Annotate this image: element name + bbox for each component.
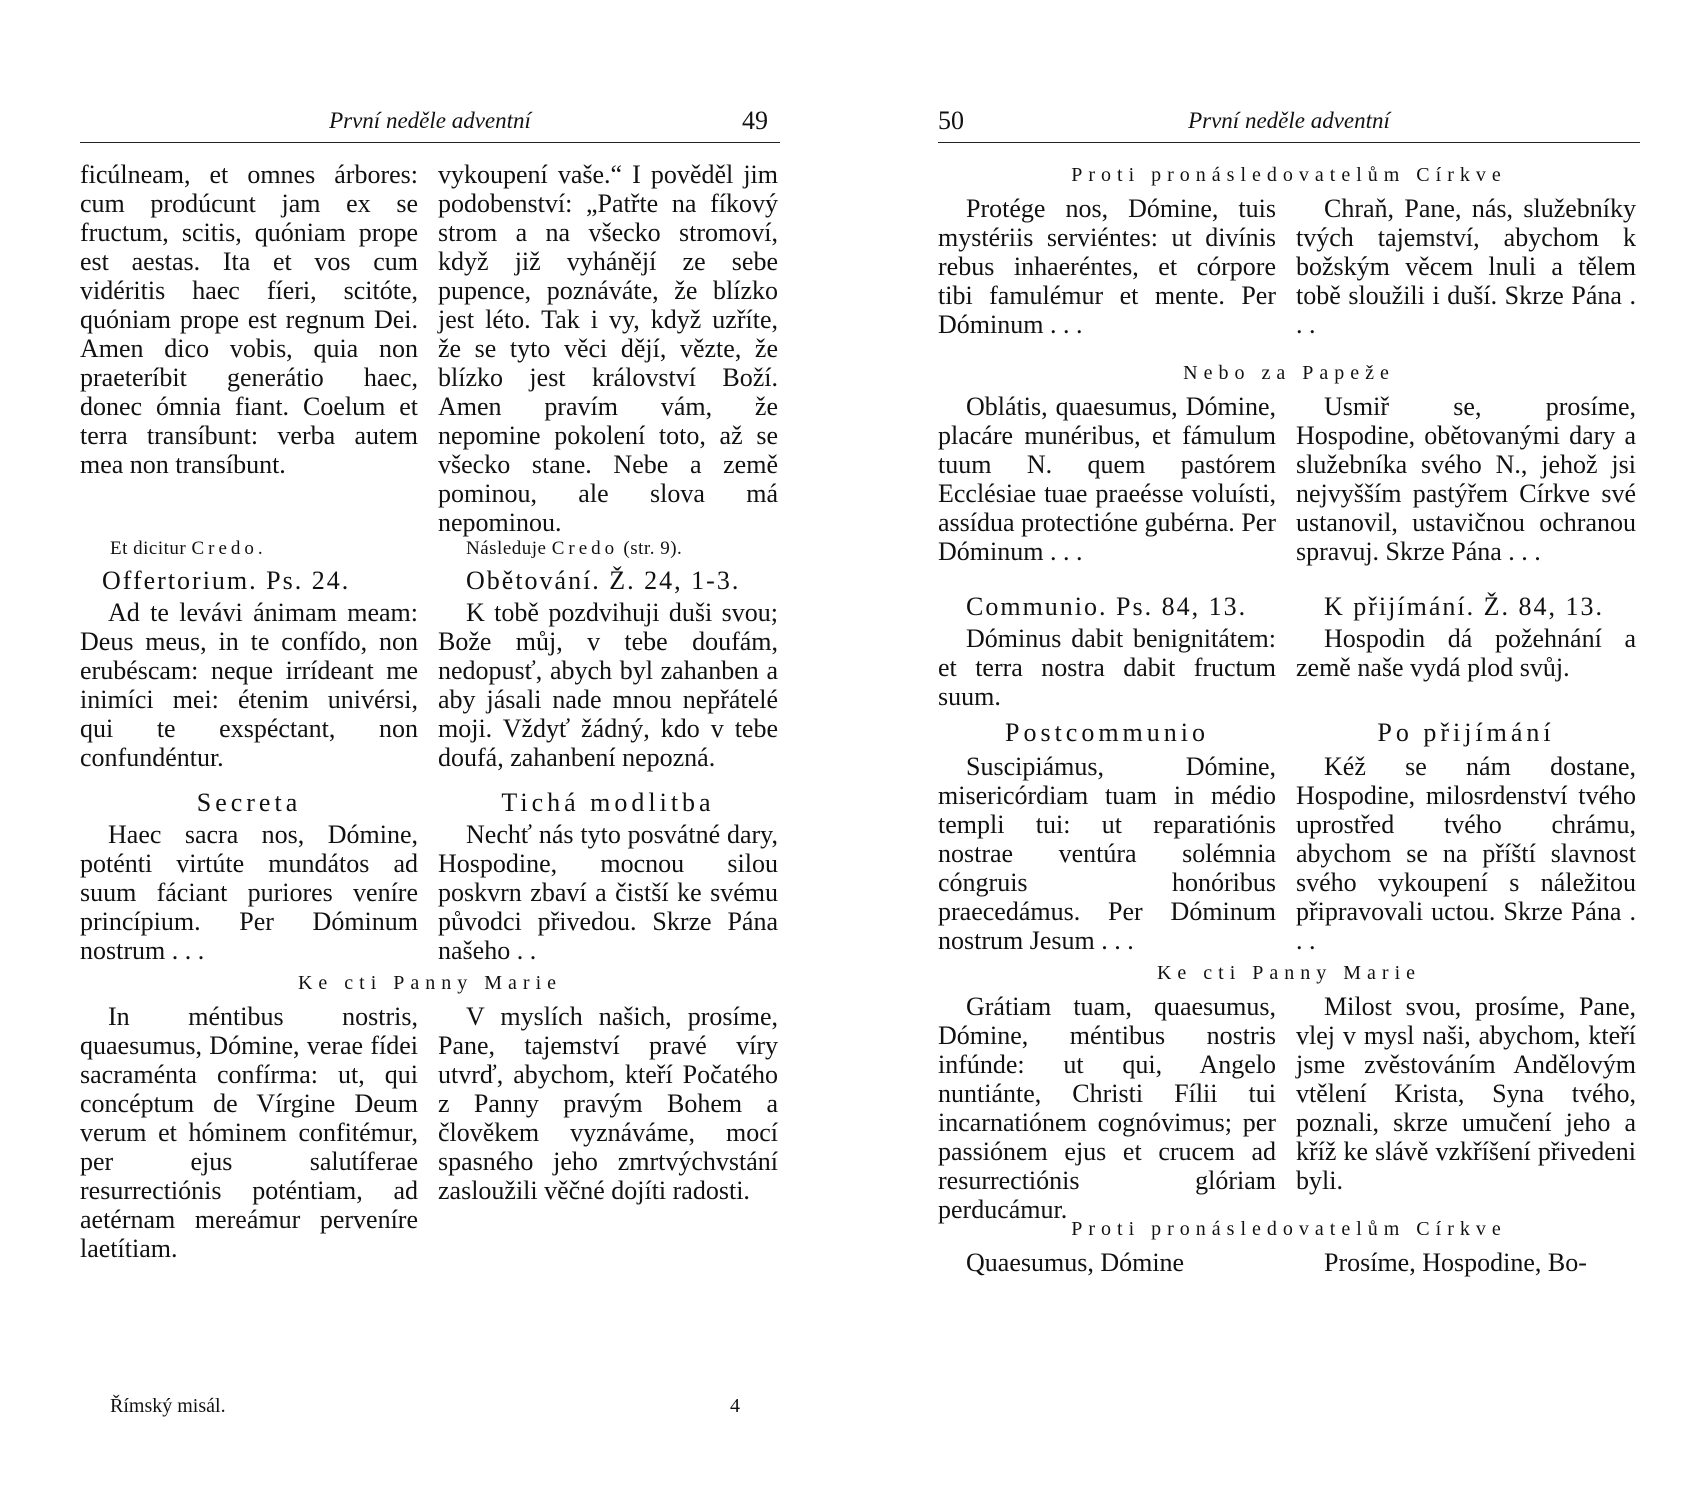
left-running-title: První neděle adventní [329, 108, 531, 133]
communion-czech-title: K přijímání. Ž. 84, 13. [1324, 592, 1604, 621]
credo-latin: Et dicitur Credo. [110, 538, 264, 559]
persecutors2-caption: Proti pronásledovatelům Církve [1071, 1218, 1507, 1240]
postcommunion-latin: Suscipiámus, Dómine, misericórdiam tuam in médio templi tui: ut reparatiónis nostrae ventúra solémnia cóngruis honóribus praecedámus. Per Dóminum nostrum Jesum . . . [938, 752, 1276, 955]
persecutors-czech: Chraň, Pane, nás, služebníky tvých tajemství, abychom k božským věcem lnuli a tělem tobě sloužili i duší. Skrze Pána . . . [1296, 194, 1636, 339]
secret-czech-title: Tichá modlitba [501, 788, 715, 817]
left-page-number: 49 [742, 106, 768, 135]
persecutors-latin: Protége nos, Dómine, tuis mystériis serviéntes: ut divínis rebus inhaeréntes, et córpore tibi famulémur et mente. Per Dóminum . . . [938, 194, 1276, 339]
pope-czech: Usmiř se, prosíme, Hospodine, obětovanými dary a služebníka svého N., jehož jsi nejvyšším pastýřem Církve své ustanovil, ustavičnou ochranou spravuj. Skrze Pána . . . [1296, 392, 1636, 566]
right-page-number: 50 [938, 106, 964, 135]
postcommunion-czech: Kéž se nám dostane, Hospodine, milosrdenství tvého uprostřed tvého chrámu, abychom se na příští slavnost svého vykoupení s náležitou připravovali uctou. Skrze Pána . . . [1296, 752, 1636, 955]
pope-latin: Oblátis, quaesumus, Dómine, placáre munéribus, et fámulum tuum N. quem pastórem Ecclésiae tuae praeésse voluísti, assídua protectióne gubérna. Per Dóminum . . . [938, 392, 1276, 566]
right-mary-caption: Ke cti Panny Marie [1156, 962, 1422, 984]
offertory-czech-title: Obětování. Ž. 24, 1-3. [466, 566, 741, 595]
left-page [80, 0, 780, 1500]
communion-czech: Hospodin dá požehnání a země naše vydá plod svůj. [1296, 624, 1636, 682]
offertory-czech: K tobě pozdvihuji duši svou; Bože můj, v tebe doufám, nedopusť, abych byl zahanben a aby jásali nade mnou nepřátelé moji. Vždyť žádný, kdo v tebe doufá, zahanbení nepozná. [438, 598, 778, 772]
persecutors2-latin: Quaesumus, Dómine [966, 1248, 1185, 1277]
gospel-end-latin: ficúlneam, et omnes árbores: cum prodúcunt jam ex se fructum, scitis, quóniam prope est aestas. Ita et vos cum vidéritis haec fíeri, scitóte, quóniam prope est regnum Dei. Amen dico vobis, quia non praeteríbit generátio haec, donec ómnia fiant. Coelum et terra transíbunt: verba autem mea non transíbunt. [80, 160, 418, 479]
left-footer [80, 1395, 780, 1425]
right-running-head [938, 108, 1640, 143]
left-mary-latin: In méntibus nostris, quaesumus, Dómine, verae fídei sacraménta confírma: ut, qui concéptum de Vírgine Deum verum et hóminem confitémur, per ejus salutíferae resurrectiónis poténtiam, ad aetérnam mereámur perveníre laetítiam. [80, 1002, 418, 1263]
communion-latin-title: Communio. Ps. 84, 13. [966, 592, 1248, 621]
secret-latin: Haec sacra nos, Dómine, poténti virtúte mundátos ad suum fáciant puriores veníre princípium. Per Dóminum nostrum . . . [80, 820, 418, 965]
pope-caption: Nebo za Papeže [1183, 362, 1395, 384]
right-page [938, 0, 1640, 1500]
secret-latin-title: Secreta [196, 788, 302, 817]
left-mary-caption: Ke cti Panny Marie [297, 972, 563, 994]
postcommunion-czech-title: Po přijímání [1377, 718, 1555, 747]
communion-latin: Dóminus dabit benignitátem: et terra nostra dabit fructum suum. [938, 624, 1276, 711]
footer-signature: 4 [730, 1395, 740, 1417]
left-running-head [80, 108, 780, 143]
credo-czech: Následuje Credo (str. 9). [466, 538, 683, 559]
gospel-end-czech: vykoupení vaše.“ I pověděl jim podobenství: „Patřte na fíkový strom a na všecko stromoví, když již vyhánějí ze sebe pupence, poznáváte, že blízko jest léto. Tak i vy, když uzříte, že se tyto věci dějí, vězte, že blízko jest království Boží. Amen pravím vám, že nepomine pokolení toto, až se všecko stane. Nebe a země pominou, ale slova má nepominou. [438, 160, 778, 537]
right-mary-latin: Grátiam tuam, quaesumus, Dómine, méntibus nostris infúnde: ut qui, Angelo nuntiánte, Christi Fílii tui incarnatiónem cognóvimus; per passiónem ejus et crucem ad resurrectiónis glóriam perducámur. [938, 992, 1276, 1224]
offertory-latin-title: Offertorium. Ps. 24. [102, 566, 351, 595]
right-running-title: První neděle adventní [1188, 108, 1390, 133]
persecutors-caption: Proti pronásledovatelům Církve [1071, 164, 1507, 186]
right-mary-czech: Milost svou, prosíme, Pane, vlej v mysl naši, abychom, kteří jsme zvěstováním Andělovým vtělení Krista, Syna tvého, poznali, skrze umučení jeho a kříž ke slávě vzkříšení přivedeni byli. [1296, 992, 1636, 1195]
footer-book-title: Římský misál. [110, 1395, 226, 1417]
left-mary-czech: V myslích našich, prosíme, Pane, tajemství pravé víry utvrď, abychom, kteří Počatého z Panny pravým Bohem a člověkem vyznáváme, mocí spasného jeho zmrtvýchvstání zasloužili věčné dojíti radosti. [438, 1002, 778, 1205]
secret-czech: Nechť nás tyto posvátné dary, Hospodine, mocnou silou poskvrn zbaví a čistší ke svému původci přivedou. Skrze Pána našeho . . [438, 820, 778, 965]
offertory-latin: Ad te levávi ánimam meam: Deus meus, in te confído, non erubéscam: neque irrídeant me inimíci mei: étenim univérsi, qui te exspéctant, non confundéntur. [80, 598, 418, 772]
persecutors2-czech: Prosíme, Hospodine, Bo- [1324, 1248, 1587, 1277]
postcommunion-latin-title: Postcommunio [1004, 718, 1209, 747]
